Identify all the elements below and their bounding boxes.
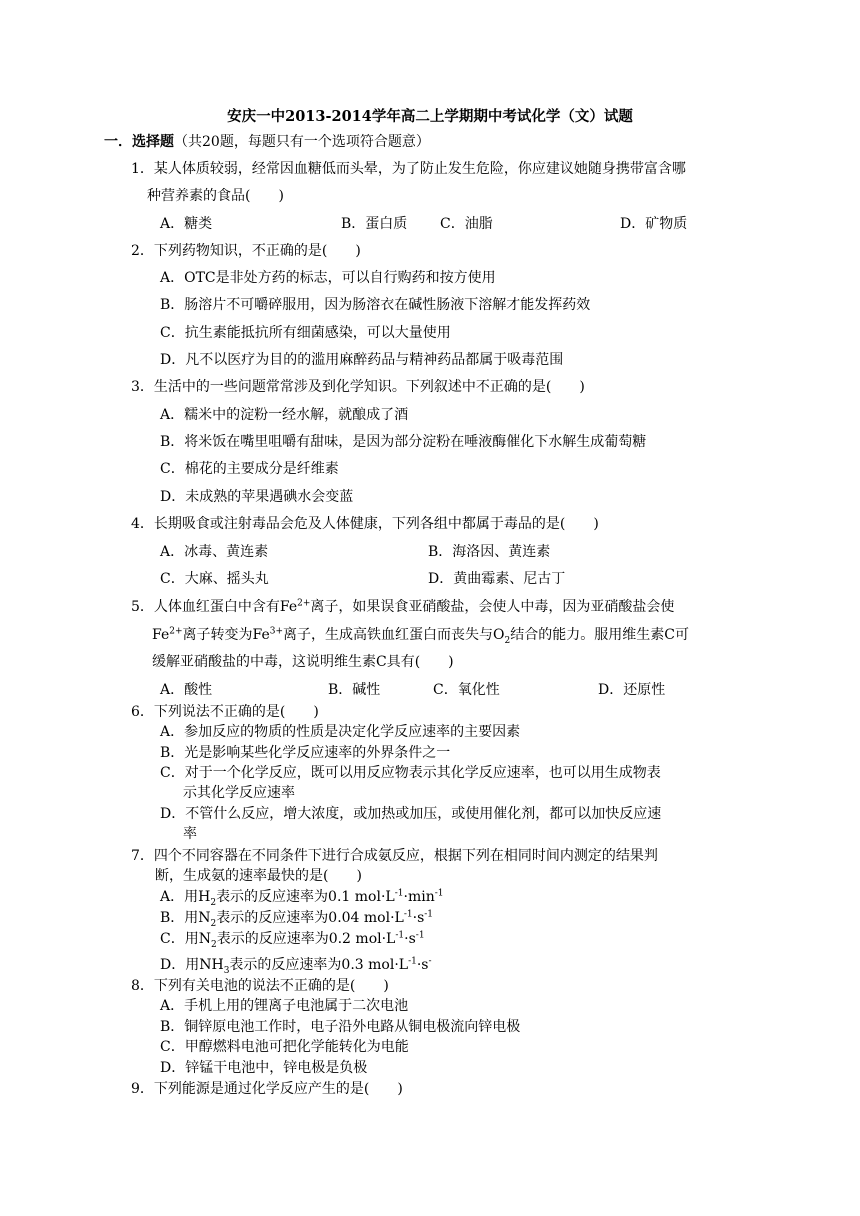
q5-line1 (131, 596, 674, 616)
q5-text: 结合的能力。服用维生素C可 (510, 627, 689, 643)
q7-text: ·min (403, 889, 435, 905)
q7-sup: - (428, 956, 432, 967)
q1-line1: 1．某人体质较弱，经常因血糖低而头晕，为了防止发生危险，你应建议她随身携带富含哪 (131, 161, 686, 177)
page-title: 安庆一中2013-2014学年高二上学期期中考试化学（文）试题 (227, 108, 633, 125)
q8-option-d: D．锌锰干电池中，锌电极是负极 (160, 1060, 368, 1076)
q5-text: 5．人体血红蛋白中含有Fe (131, 599, 298, 615)
q7-text: B．用N (160, 910, 211, 926)
q1-option-c: C．油脂 (440, 216, 493, 232)
q5-line2 (152, 624, 689, 646)
q5-line3: 缓解亚硝酸盐的中毒，这说明维生素C具有( ) (152, 654, 454, 670)
q5-sub: 2 (504, 635, 511, 646)
q5-option-d: D．还原性 (598, 682, 666, 698)
q5-option-b: B．碱性 (328, 682, 381, 698)
q5-option-a: A．酸性 (160, 682, 213, 698)
q3-option-d: D．未成熟的苹果遇碘水会变蓝 (160, 489, 354, 505)
q8-option-c: C．甲醇燃料电池可把化学能转化为电能 (160, 1039, 409, 1055)
q5-text: 离子，生成高铁血红蛋白而丧失与O (283, 627, 505, 643)
q1-line2: 种营养素的食品( ) (147, 188, 284, 204)
q8-option-b: B．铜锌原电池工作时，电子沿外电路从铜电极流向锌电极 (160, 1019, 521, 1035)
q5-text: Fe (152, 627, 170, 643)
q7-option-c (160, 928, 425, 950)
q7-text: ·s (404, 931, 416, 947)
q6-option-d-line1: D．不管什么反应，增大浓度，或加热或加压，或使用催化剂，都可以加快反应速 (160, 806, 662, 822)
q2-option-c: C．抗生素能抵抗所有细菌感染，可以大量使用 (160, 325, 451, 341)
q7-text: C．用N (160, 931, 211, 947)
q4-stem: 4．长期吸食或注射毒品会危及人体健康，下列各组中都属于毒品的是( ) (131, 516, 599, 532)
q3-option-c: C．棉花的主要成分是纤维素 (160, 461, 339, 477)
q7-line1: 7．四个不同容器在不同条件下进行合成氨反应，根据下列在相同时间内测定的结果判 (131, 848, 658, 864)
q6-option-d-line2: 率 (183, 826, 197, 842)
q7-sup: -1 (408, 956, 417, 967)
section-label: 一．选择题 (104, 134, 174, 150)
q7-text: ·s (412, 910, 425, 926)
q7-text: 表示的反应速率为0.04 mol·L (216, 910, 404, 926)
q5-sup: 2+ (297, 598, 311, 609)
q1-option-b: B．蛋白质 (341, 216, 408, 232)
q5-text: 离子转变为Fe (182, 627, 270, 643)
q7-sup: -1 (395, 930, 405, 941)
q6-option-a: A．参加反应的物质的性质是决定化学反应速率的主要因素 (160, 724, 521, 740)
q3-option-b: B．将米饭在嘴里咀嚼有甜味，是因为部分淀粉在唾液酶催化下水解生成葡萄糖 (160, 434, 647, 450)
q7-text: D．用NH (160, 957, 224, 973)
q4-option-a: A．冰毒、黄连素 (160, 544, 269, 560)
q5-sup: 2+ (169, 626, 183, 637)
q6-stem: 6．下列说法不正确的是( ) (131, 704, 319, 720)
q6-option-b: B．光是影响某些化学反应速率的外界条件之一 (160, 745, 451, 761)
q5-option-c: C．氧化性 (433, 682, 500, 698)
q7-sup: -1 (403, 909, 413, 920)
q6-option-c-line1: C．对于一个化学反应，既可以用反应物表示其化学反应速率，也可以用生成物表 (160, 765, 661, 781)
q4-option-b: B．海洛因、黄连素 (428, 544, 551, 560)
q5-text: 离子，如果误食亚硝酸盐，会使人中毒，因为亚硝酸盐会使 (310, 599, 675, 615)
q4-option-c: C．大麻、摇头丸 (160, 571, 269, 587)
section-note: （共20题，每题只有一个选项符合题意） (174, 134, 430, 150)
q1-option-d: D．矿物质 (620, 216, 688, 232)
q1-option-a: A．糖类 (160, 216, 213, 232)
q2-option-b: B．肠溶片不可嚼碎服用，因为肠溶衣在碱性肠液下溶解才能发挥药效 (160, 297, 591, 313)
q2-option-d: D．凡不以医疗为目的的滥用麻醉药品与精神药品都属于吸毒范围 (160, 352, 564, 368)
q7-text: 表示的反应速率为0.2 mol·L (216, 931, 396, 947)
q3-stem: 3．生活中的一些问题常常涉及到化学知识。下列叙述中不正确的是( ) (131, 379, 585, 395)
q2-option-a: A．OTC是非处方药的标志，可以自行购药和按方使用 (160, 270, 496, 286)
q7-text: 表示的反应速率为0.3 mol·L (229, 957, 409, 973)
q9-stem: 9．下列能源是通过化学反应产生的是( ) (131, 1081, 403, 1097)
q7-option-d (160, 954, 432, 976)
q7-sub: 2 (210, 897, 217, 908)
q7-sub: 2 (210, 939, 217, 950)
q3-option-a: A．糯米中的淀粉一经水解，就酿成了酒 (160, 407, 409, 423)
q7-sup: -1 (415, 930, 425, 941)
q7-text: A．用H (160, 889, 211, 905)
section-heading (104, 131, 430, 151)
q7-text: ·s (416, 957, 429, 973)
q6-option-c-line2: 示其化学反应速率 (183, 785, 295, 801)
q7-sup: -1 (434, 888, 444, 899)
q7-option-a (160, 886, 444, 908)
q7-sup: -1 (424, 909, 434, 920)
q8-stem: 8．下列有关电池的说法不正确的是( ) (131, 978, 389, 994)
q7-sub: 2 (210, 918, 217, 929)
q5-sup: 3+ (269, 626, 284, 637)
q2-stem: 2．下列药物知识，不正确的是( ) (131, 243, 361, 259)
q7-sup: -1 (394, 888, 404, 899)
q4-option-d: D．黄曲霉素、尼古丁 (428, 571, 566, 587)
q7-line2: 断，生成氨的速率最快的是( ) (155, 868, 362, 884)
q8-option-a: A．手机上用的锂离子电池属于二次电池 (160, 998, 409, 1014)
q7-option-b (160, 907, 433, 929)
q7-text: 表示的反应速率为0.1 mol·L (216, 889, 395, 905)
q7-sub: 3 (223, 965, 230, 976)
